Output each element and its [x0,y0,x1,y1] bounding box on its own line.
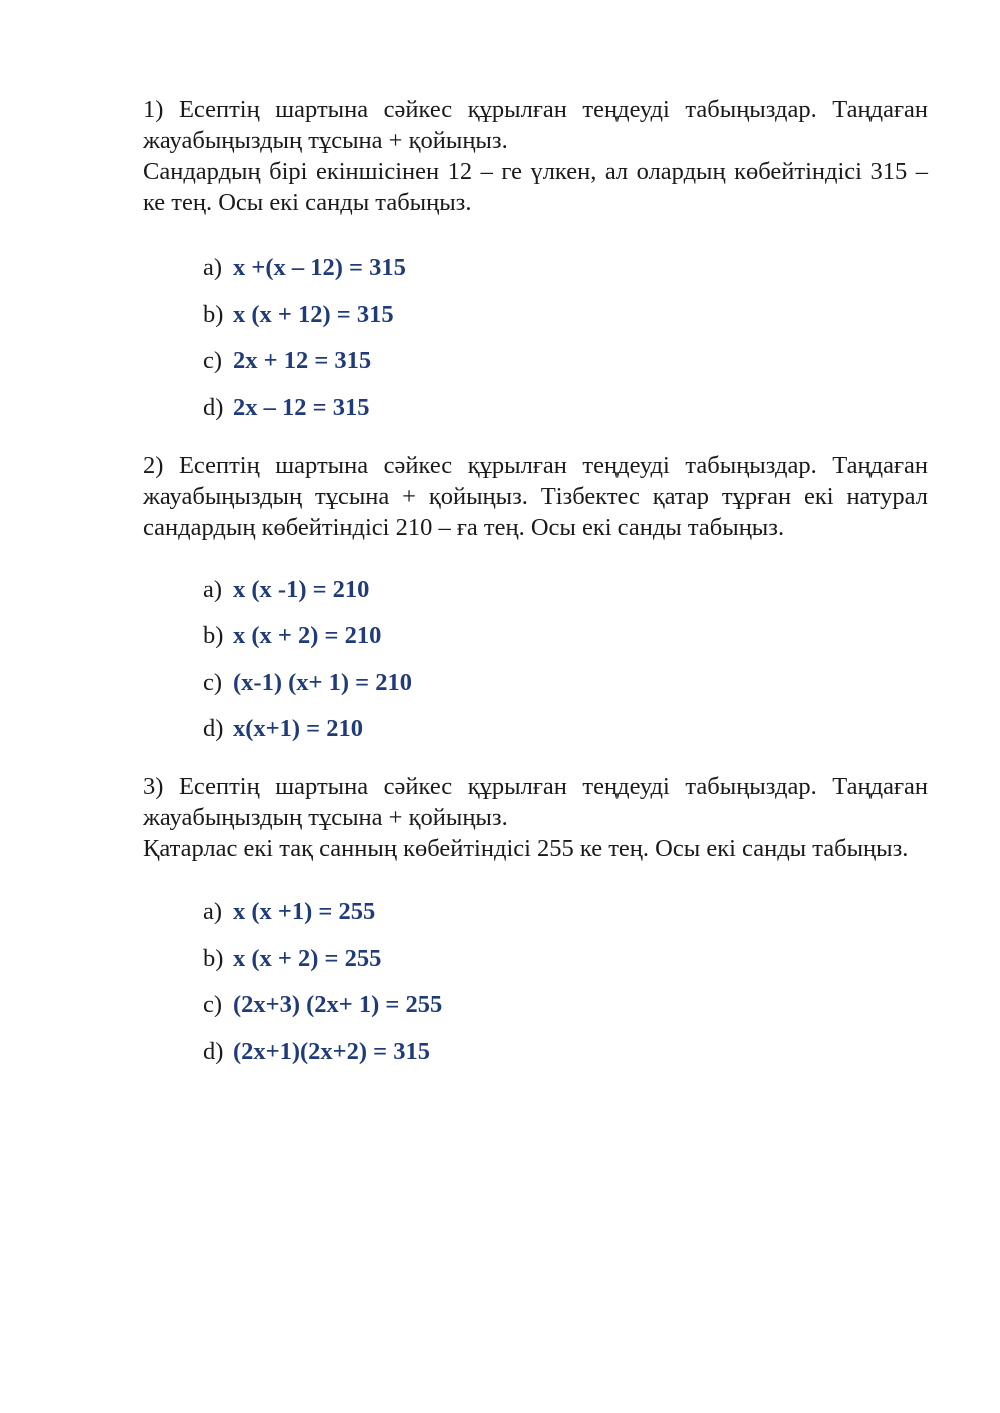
question-1-option-b[interactable] [203,299,928,330]
question-1-option-d[interactable] [203,392,928,423]
question-3-instruction: 3) Есептің шартына сәйкес құрылған теңдеуді табыңыздар. Таңдаған жауабыңыздың тұсына + қойыңыз. [143,773,928,831]
question-2-prompt [143,450,928,543]
question-3-option-a[interactable] [203,896,928,927]
option-formula: x (x -1) = 210 [233,575,370,603]
option-letter: b) [203,300,224,328]
question-1 [143,94,928,423]
question-3-option-c[interactable] [203,989,928,1020]
question-1-option-a[interactable] [203,252,928,283]
option-formula: 2x – 12 = 315 [233,393,370,421]
question-2-option-d[interactable] [203,713,928,744]
option-formula: x (x + 12) = 315 [233,300,394,328]
option-formula: (x-1) (x+ 1) = 210 [233,668,412,696]
question-2-instruction: 2) Есептің шартына сәйкес құрылған теңдеуді табыңыздар. Таңдаған жауабыңыздың тұсына + қойыңыз. Тізбектес қатар тұрған екі натурал сандардың көбейтіндісі 210 – ға тең. Осы екі санды табыңыз. [143,451,928,541]
option-formula: (2x+3) (2x+ 1) = 255 [233,991,443,1018]
option-formula: x(x+1) = 210 [233,715,363,742]
question-1-instruction: 1) Есептің шартына сәйкес құрылған теңдеуді табыңыздар. Таңдаған жауабыңыздың тұсына + қойыңыз. [143,96,928,154]
option-letter: c) [203,668,223,696]
option-letter: d) [203,1037,224,1065]
question-1-option-c[interactable] [203,345,928,376]
question-3 [143,771,928,1067]
question-3-options [143,896,928,1067]
worksheet-page [143,94,928,1082]
option-letter: d) [203,393,224,421]
question-3-prompt [143,771,928,864]
option-formula: x (x + 2) = 210 [233,622,382,649]
option-formula: x +(x – 12) = 315 [233,254,406,281]
option-formula: 2x + 12 = 315 [233,347,372,374]
option-letter: b) [203,944,224,972]
question-2-option-a[interactable] [203,574,928,605]
option-letter: a) [203,254,223,281]
option-letter: c) [203,991,223,1018]
question-1-options [143,252,928,423]
option-formula: x (x +1) = 255 [233,898,376,925]
question-3-option-b[interactable] [203,943,928,974]
question-2 [143,450,928,745]
question-2-options [143,574,928,745]
question-3-option-d[interactable] [203,1036,928,1067]
question-3-problem: Қатарлас екі тақ санның көбейтіндісі 255 ке тең. Осы екі санды табыңыз. [143,835,909,862]
option-letter: a) [203,898,223,925]
question-2-option-b[interactable] [203,620,928,651]
option-letter: b) [203,622,224,649]
option-formula: x (x + 2) = 255 [233,944,382,972]
question-1-prompt [143,94,928,218]
option-letter: a) [203,575,223,603]
option-letter: c) [203,347,223,374]
option-formula: (2x+1)(2x+2) = 315 [233,1037,431,1065]
option-letter: d) [203,715,224,742]
question-1-problem: Сандардың бірі екіншісінен 12 – ге үлкен, ал олардың көбейтіндісі 315 – ке тең. Осы екі санды табыңыз. [143,158,928,216]
question-2-option-c[interactable] [203,667,928,698]
